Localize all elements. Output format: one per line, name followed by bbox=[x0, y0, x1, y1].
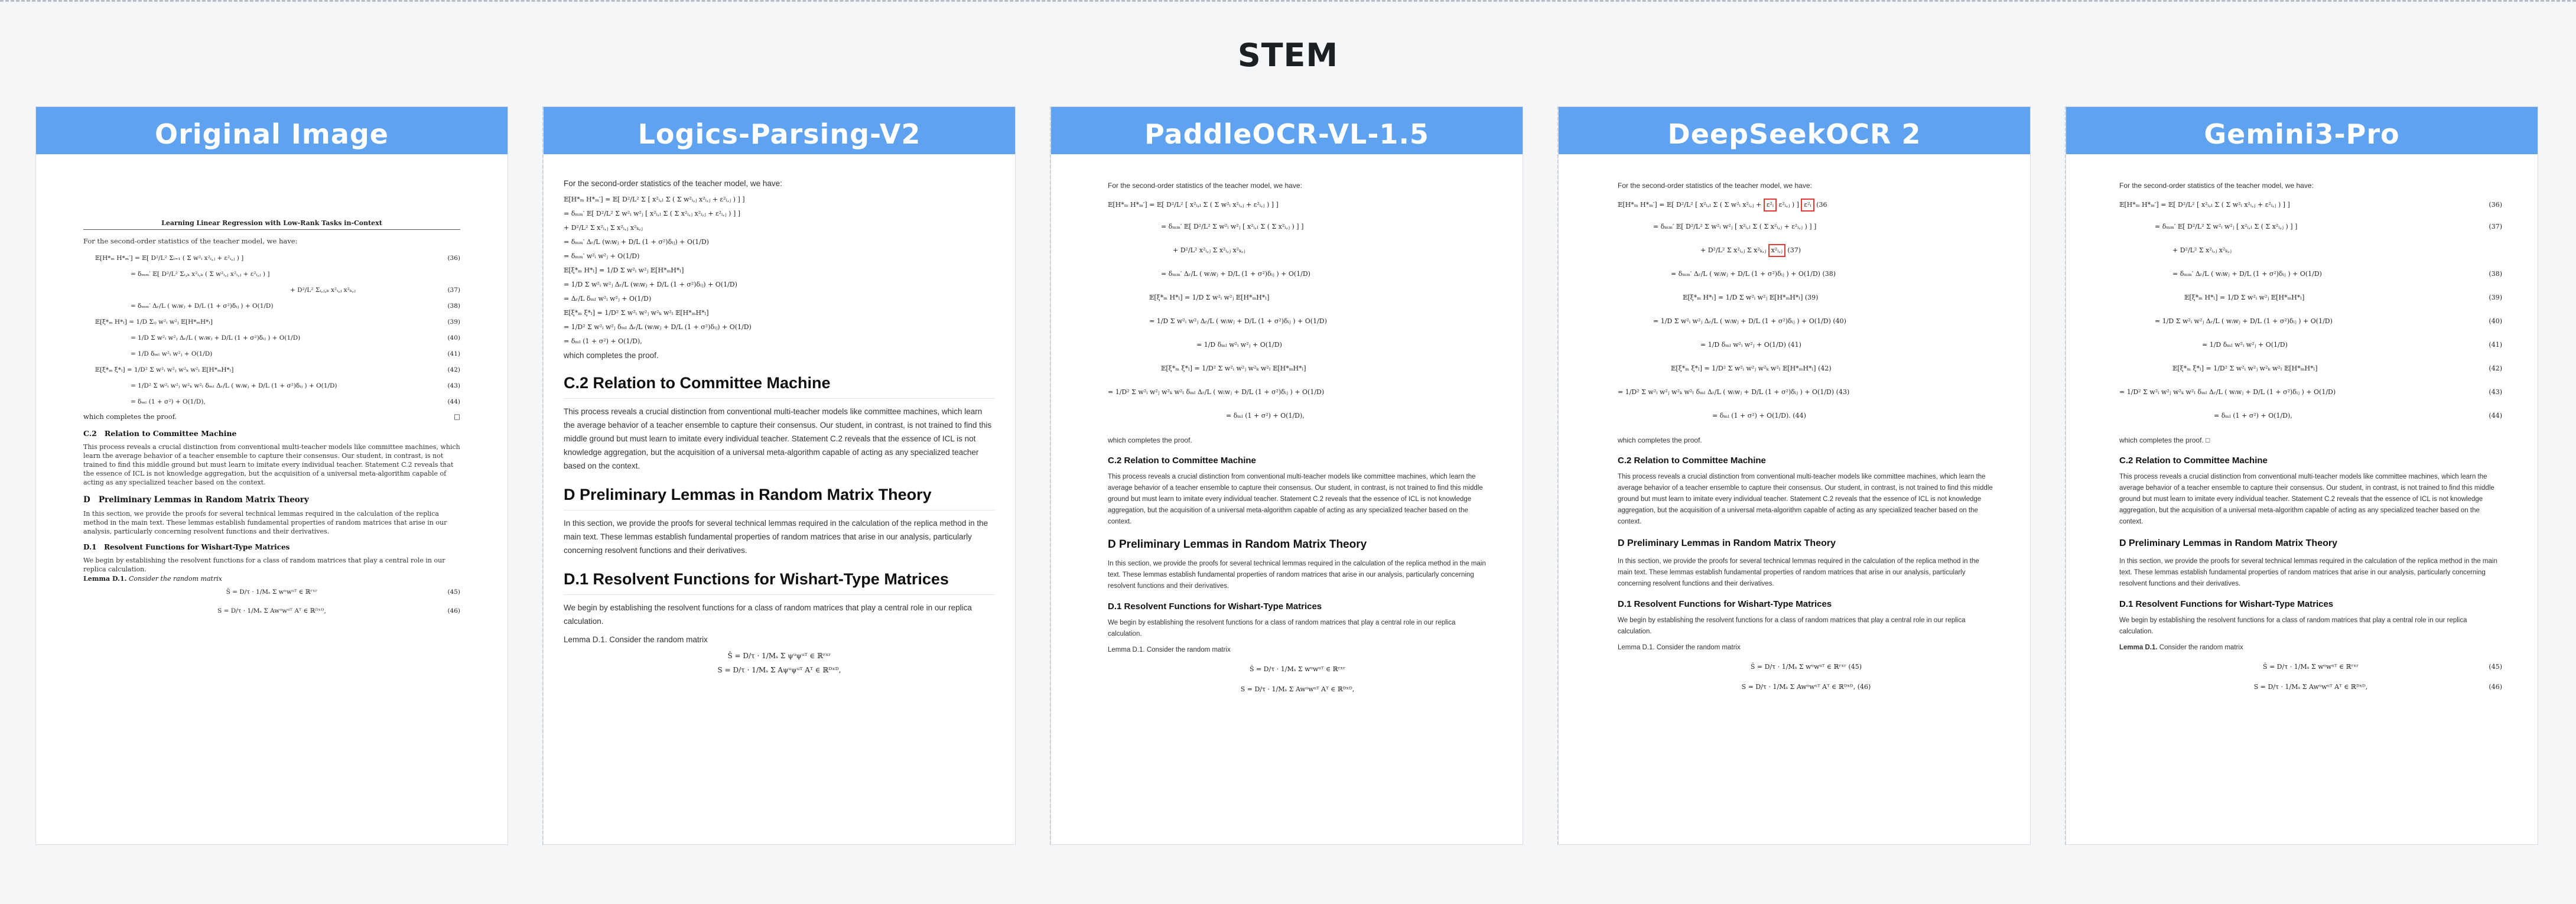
eq-line: 𝔼[ξ*ₘ ξ*ₗ] = 1/D² Σ w²ᵢ w²ⱼ w²ₖ w²ₗ 𝔼[H*ₘH*ₗ] (42) bbox=[2172, 365, 2502, 372]
paragraph-d1: We begin by establishing the resolvent functions for a class of random matrices that play a central role in our replica calculation. bbox=[564, 603, 972, 626]
intro-text: For the second-order statistics of the teacher model, we have: bbox=[83, 237, 298, 245]
section-heading-c2: C.2 Relation to Committee Machine bbox=[1618, 456, 1766, 466]
paragraph-c2: This process reveals a crucial distinction from conventional multi-teacher models like committee machines, which learn the average behavior of a teacher ensemble to capture their consensus. Our student, in contrast, is not trained to find this middle ground but must learn to imitate every individual teacher. Statement C.2 reveals that the essence of ICL is not knowledge aggregation, but the acquisition of a universal meta-algorithm capable of acting as any specialized teacher based on the context. bbox=[2119, 473, 2494, 525]
eq-line: + D²/L² Σᵢ,ⱼ,ₖ x²ᵢ,ⱼ x²ₖ,ⱼ (37) bbox=[290, 287, 460, 294]
section-heading-d: D Preliminary Lemmas in Random Matrix Theory bbox=[1618, 538, 1836, 548]
proof-end: which completes the proof. □ bbox=[83, 412, 460, 421]
eq-line: = δₘₘ′ 𝔼[ D²/L² Σ w²ᵢ w²ⱼ [ x²ᵢ,ₗ Σ ( Σ x²ᵢ,ⱼ ) ] ] bbox=[1161, 223, 1304, 230]
deepseekocr-document bbox=[1559, 154, 2030, 844]
section-heading-d: D Preliminary Lemmas in Random Matrix Theory bbox=[2119, 538, 2337, 548]
panel-header: Gemini3-Pro bbox=[2066, 107, 2538, 154]
eq-line: 𝔼[ξ*ₘ H*ₗ] = 1/D Σᵢⱼ w²ᵢ w²ⱼ 𝔼[H*ₘH*ₗ] (39) bbox=[95, 318, 460, 326]
header-rule bbox=[83, 229, 460, 230]
eq-line: = 1/D Σ w²ᵢ w²ⱼ Δᵣ/L (wᵢwⱼ + D/L (1 + σ²)δᵢⱼ) + O(1/D) bbox=[564, 281, 737, 288]
paragraph-d1: We begin by establishing the resolvent functions for a class of random matrices that play a central role in our replica calculation. bbox=[83, 557, 445, 573]
eq-line: = δₘₗ (1 + σ²) + O(1/D), (44) bbox=[131, 398, 460, 405]
eq-line: = δₘₘ′ Δᵣ/L ( wᵢwⱼ + D/L (1 + σ²)δᵢⱼ ) + O(1/D) bbox=[1161, 270, 1310, 278]
eq-line: 𝔼[ξ*ₘ ξ*ₗ] = 1/D² Σ w²ᵢ w²ⱼ w²ₖ w²ₗ 𝔼[H*ₘH*ₗ] bbox=[1161, 365, 1306, 372]
equation-block bbox=[83, 251, 460, 410]
eq-line: = δₘₗ (1 + σ²) + O(1/D), bbox=[564, 337, 642, 345]
eq-line: = δₘₘ′ Δᵣ/L ( wᵢwⱼ + D/L (1 + σ²)δᵢⱼ ) + O(1/D) (38) bbox=[1671, 270, 1836, 278]
eq-line: = δₘₗ (1 + σ²) + O(1/D). (44) bbox=[1712, 412, 1806, 420]
eq-line: = 1/D Σ w²ᵢ w²ⱼ Δᵣ/L ( wᵢwⱼ + D/L (1 + σ²)δᵢⱼ ) + O(1/D) (40) bbox=[2155, 317, 2502, 325]
eq-line: = δₘₘ′ w²ᵢ w²ⱼ + O(1/D) bbox=[564, 252, 640, 260]
section-heading-c2: C.2 Relation to Committee Machine bbox=[1108, 456, 1256, 466]
eq-line: 𝔼[H*ₘ H*ₘ′] = 𝔼[ D²/L² Σ [ x²ᵢ,ₗ Σ ( Σ w²ᵢ,ⱼ x²ᵢ,ⱼ + ε²ᵢ,ⱼ ) ] ] bbox=[564, 196, 745, 203]
eq-line: = 1/D² Σ w²ᵢ w²ⱼ w²ₖ w²ₗ δₘₗ Δᵣ/L ( wᵢwⱼ + D/L (1 + σ²)δᵢⱼ ) + O(1/D) (43) bbox=[131, 382, 460, 389]
paragraph-c2: This process reveals a crucial distinction from conventional multi-teacher models like committee machines, which learn the average behavior of a teacher ensemble to capture their consensus. Our student, in contrast, is not trained to find this middle ground but must learn to imitate every individual teacher. Statement C.2 reveals that the essence of ICL is not knowledge aggregation, but the acquisition of a universal meta-algorithm capable of acting as any specialized teacher based on the context. bbox=[83, 443, 460, 486]
paragraph-d: In this section, we provide the proofs for several technical lemmas required in the calculation of the replica method in the main text. These lemmas establish fundamental properties of random matrices that arise in our analysis, particularly concerning resolvent functions and their derivatives. bbox=[1108, 560, 1486, 590]
gemini-document bbox=[2066, 154, 2538, 844]
panel-header: PaddleOCR-VL-1.5 bbox=[1051, 107, 1523, 154]
eq-line: 𝔼[H*ₘ H*ₘ′] = 𝔼[ D²/L² [ x²ᵢ,ₗ Σ ( Σ w²ᵢ x²ᵢ,ⱼ + ε²ᵢ,ⱼ ) ] ] (36) bbox=[2119, 201, 2502, 209]
eq-line: = 1/D² Σ w²ᵢ w²ⱼ δₘₗ Δᵣ/L (wᵢwⱼ + D/L (1 + σ²)δᵢⱼ) + O(1/D) bbox=[564, 323, 752, 331]
lemma-equation: Ŝ = D/τ · 1/Mₛ Σ wᵘwᵘᵀ ∈ ℝʳˣʳ bbox=[1249, 665, 1346, 673]
eq-line: + D²/L² Σ x²ᵢ,ⱼ Σ x²ᵢ,ⱼ x²ₖ,ⱼ bbox=[564, 224, 643, 232]
proof-end: which completes the proof. bbox=[1618, 436, 1702, 444]
intro-text: For the second-order statistics of the teacher model, we have: bbox=[564, 179, 782, 188]
eq-line: + D²/L² x²ᵢ,ⱼ Σ x²ᵢ,ⱼ x²ₖ,ⱼ bbox=[1173, 246, 1245, 254]
eq-line: 𝔼[ξ*ₘ ξ*ₗ] = 1/D² Σ w²ᵢ w²ⱼ w²ₖ w²ₗ 𝔼[H*ₘH*ₗ] bbox=[564, 309, 709, 317]
intro-text: For the second-order statistics of the teacher model, we have: bbox=[1108, 181, 1302, 190]
eq-line: = δₘₘ′ 𝔼[ D²/L² Σ w²ᵢ w²ⱼ [ x²ᵢ,ₗ Σ ( Σ x²ᵢ,ⱼ + ε²ᵢ,ⱼ ) ] ] bbox=[1653, 223, 1817, 230]
panel-header: Original Image bbox=[36, 107, 508, 154]
equation-block bbox=[564, 193, 995, 349]
proof-end: which completes the proof. bbox=[1108, 436, 1192, 444]
eq-line: 𝔼[ξ*ₘ H*ₗ] = 1/D Σ w²ᵢ w²ⱼ 𝔼[H*ₘH*ₗ] (39) bbox=[2184, 294, 2502, 301]
eq-line: = δₘₘ′ 𝔼[ D²/L² Σ w²ᵢ w²ⱼ [ x²ᵢ,ₗ Σ ( Σ x²ᵢ,ⱼ x²ᵢ,ⱼ + ε²ᵢ,ⱼ ) ] ] bbox=[564, 210, 741, 217]
eq-line: 𝔼[ξ*ₘ H*ₗ] = 1/D Σ w²ᵢ w²ⱼ 𝔼[H*ₘH*ₗ] (39) bbox=[1683, 294, 1819, 301]
paragraph-d: In this section, we provide the proofs for several technical lemmas required in the calculation of the replica method in the main text. These lemmas establish fundamental properties of random matrices that arise in our analysis, particularly concerning resolvent functions and their derivatives. bbox=[564, 519, 988, 555]
eq-line: = δₘₘ′ Δᵣ/L ( wᵢwⱼ + D/L (1 + σ²)δᵢⱼ ) + O(1/D) (38) bbox=[2172, 270, 2502, 278]
lemma-equation: S = D/τ · 1/Mₛ Σ Awᵘwᵘᵀ Aᵀ ∈ ℝᴰˣᴰ, bbox=[1240, 685, 1355, 693]
lemma-statement: Lemma D.1. Consider the random matrix bbox=[2119, 644, 2243, 651]
section-heading-d1: D.1 Resolvent Functions for Wishart-Type Matrices bbox=[1108, 601, 1322, 612]
original-document bbox=[36, 154, 508, 844]
panel-gemini bbox=[2066, 106, 2538, 845]
lemma-statement: Lemma D.1. Consider the random matrix bbox=[83, 575, 222, 583]
eq-line: = δₘₘ′ 𝔼[ D²/L² Σ w²ᵢ w²ⱼ [ x²ᵢ,ₗ Σ ( Σ x²ᵢ,ⱼ ) ] ] (37) bbox=[2155, 223, 2502, 230]
paragraph-c2: This process reveals a crucial distinction from conventional multi-teacher models like committee machines, which learn the average behavior of a teacher ensemble to capture their consensus. Our student, in contrast, is not trained to find this middle ground but must learn to imitate every individual teacher. Statement C.2 reveals that the essence of ICL is not knowledge aggregation, but the acquisition of a universal meta-algorithm capable of acting as any specialized teacher based on the context. bbox=[1108, 473, 1483, 525]
eq-line: = 1/D Σ w²ᵢ w²ⱼ Δᵣ/L ( wᵢwⱼ + D/L (1 + σ²)δᵢⱼ ) + O(1/D) (40) bbox=[1653, 317, 1846, 325]
running-title: Learning Linear Regression with Low-Rank Tasks in-Context bbox=[161, 219, 382, 227]
section-heading-c2: C.2 Relation to Committee Machine bbox=[83, 429, 237, 438]
eq-line: = Δᵣ/L δₘₗ w²ᵢ w²ⱼ + O(1/D) bbox=[564, 295, 652, 303]
lemma-equation: S = D/τ · 1/Mₛ Σ Aψᵘψᵘᵀ Aᵀ ∈ ℝᴰˣᴰ, bbox=[717, 666, 841, 674]
eq-line: = δₘₘ′ Δᵣ/L (wᵢwⱼ + D/L (1 + σ²)δᵢⱼ) + O(1/D) bbox=[564, 238, 709, 246]
lemma-equation: Ŝ = D/τ · 1/Mₛ Σ ψᵘψᵘᵀ ∈ ℝʳˣʳ bbox=[727, 652, 831, 660]
lemma-statement: Lemma D.1. Consider the random matrix bbox=[1108, 646, 1231, 653]
top-dashed-rule bbox=[0, 0, 2576, 2]
intro-text: For the second-order statistics of the teacher model, we have: bbox=[1618, 181, 1812, 190]
eq-line: = 1/D² Σ w²ᵢ w²ⱼ w²ₖ w²ₗ δₘₗ Δᵣ/L ( wᵢwⱼ + D/L (1 + σ²)δᵢⱼ ) + O(1/D) (43) bbox=[2119, 388, 2502, 396]
equation-block bbox=[1618, 195, 1995, 428]
panel-deepseekocr bbox=[1558, 106, 2031, 845]
panel-logics-parsing bbox=[543, 106, 1016, 845]
error-highlight-box: x²ᵢ,ⱼ bbox=[1768, 244, 1785, 257]
proof-end: which completes the proof. bbox=[564, 351, 659, 360]
equation-block bbox=[2119, 195, 2502, 428]
lemma-statement: Lemma D.1. Consider the random matrix bbox=[564, 635, 708, 644]
eq-line: 𝔼[ξ*ₘ H*ₗ] = 1/D Σ w²ᵢ w²ⱼ 𝔼[H*ₘH*ₗ] bbox=[1149, 294, 1270, 301]
panel-original-image bbox=[35, 106, 508, 845]
section-heading-c2: C.2 Relation to Committee Machine bbox=[2119, 456, 2268, 466]
eq-line: 𝔼[ξ*ₘ ξ*ₗ] = 1/D² Σ w²ᵢ w²ⱼ w²ₖ w²ₗ 𝔼[H*ₘH*ₗ] (42) bbox=[95, 366, 460, 373]
paragraph-d: In this section, we provide the proofs for several technical lemmas required in the calculation of the replica method in the main text. These lemmas establish fundamental properties of random matrices that arise in our analysis, particularly concerning resolvent functions and their derivatives. bbox=[2119, 558, 2497, 587]
eq-line: = 1/D² Σ w²ᵢ w²ⱼ w²ₖ w²ₗ δₘₗ Δᵣ/L ( wᵢwⱼ + D/L (1 + σ²)δᵢⱼ ) + O(1/D) bbox=[1108, 388, 1325, 396]
paragraph-d1: We begin by establishing the resolvent functions for a class of random matrices that play a central role in our replica calculation. bbox=[1108, 619, 1456, 638]
eq-line: = δₘₘ′ 𝔼[ D²/L² Σᵢ,ₖ x²ᵢ,ₖ ( Σ w²ᵢ,ⱼ x²ᵢ,ⱼ + ε²ᵢ,ⱼ ) ] bbox=[131, 271, 270, 278]
eq-line: 𝔼[ξ*ₘ ξ*ₗ] = 1/D² Σ w²ᵢ w²ⱼ w²ₖ w²ₗ 𝔼[H*ₘH*ₗ] (42) bbox=[1671, 365, 1832, 372]
eq-line: 𝔼[H*ₘ H*ₘ′] = 𝔼[ D²/L² Σᵢ₌₁ ( Σ w²ᵢ x²ᵢ,ⱼ + ε²ᵢ,ⱼ ) ] (36) bbox=[95, 255, 460, 262]
section-heading-d: D Preliminary Lemmas in Random Matrix Theory bbox=[1108, 538, 1367, 551]
panel-header: Logics-Parsing-V2 bbox=[544, 107, 1015, 154]
eq-line: 𝔼[ξ*ₘ H*ₗ] = 1/D Σ w²ᵢ w²ⱼ 𝔼[H*ₘH*ₗ] bbox=[564, 266, 684, 274]
intro-text: For the second-order statistics of the teacher model, we have: bbox=[2119, 181, 2314, 190]
paragraph-d: In this section, we provide the proofs for several technical lemmas required in the calculation of the replica method in the main text. These lemmas establish fundamental properties of random matrices that arise in our analysis, particularly concerning resolvent functions and their derivatives. bbox=[1618, 558, 1979, 587]
equation-block bbox=[1108, 195, 1487, 428]
eq-line: = 1/D δₘₗ w²ᵢ w²ⱼ + O(1/D) bbox=[1196, 341, 1282, 349]
lemma-equation: Ŝ = D/τ · 1/Mₛ Σ wᵘwᵘᵀ ∈ ℝʳˣʳ (45) bbox=[1750, 663, 1862, 671]
eq-line: = 1/D δₘₗ w²ᵢ w²ⱼ + O(1/D) (41) bbox=[1700, 341, 1801, 349]
paragraph-d1: We begin by establishing the resolvent functions for a class of random matrices that play a central role in our replica calculation. bbox=[2119, 617, 2467, 635]
qed-symbol: □ bbox=[2206, 436, 2210, 444]
paragraph-d: In this section, we provide the proofs for several technical lemmas required in the calculation of the replica method in the main text. These lemmas establish fundamental properties of random matrices that arise in our analysis, particularly concerning resolvent functions and their derivatives. bbox=[83, 510, 447, 535]
section-heading-d1: D.1 Resolvent Functions for Wishart-Type Matrices bbox=[83, 543, 290, 551]
section-heading-d1: D.1 Resolvent Functions for Wishart-Type Matrices bbox=[1618, 599, 1832, 609]
panel-header: DeepSeekOCR 2 bbox=[1559, 107, 2030, 154]
lemma-equation: S = D/τ · 1/Mₛ Σ Awᵘwᵘᵀ Aᵀ ∈ ℝᴰˣᴰ, (46) bbox=[2253, 683, 2502, 691]
eq-line: = δₘₘ′ Δᵣ/L ( wᵢwⱼ + D/L (1 + σ²)δᵢⱼ ) + O(1/D) (38) bbox=[131, 303, 460, 310]
lemma-statement: Lemma D.1. Consider the random matrix bbox=[1618, 644, 1741, 651]
lemma-equation: S = D/τ · 1/Mₛ Σ Awᵘwᵘᵀ Aᵀ ∈ ℝᴰˣᴰ, (46) bbox=[217, 607, 460, 614]
paragraph-d1: We begin by establishing the resolvent functions for a class of random matrices that play a central role in our replica calculation. bbox=[1618, 617, 1966, 635]
paragraph-c2: This process reveals a crucial distinction from conventional multi-teacher models like committee machines, which learn the average behavior of a teacher ensemble to capture their consensus. Our student, in contrast, is not trained to find this middle ground but must learn to imitate every individual teacher. Statement C.2 reveals that the essence of ICL is not knowledge aggregation, but the acquisition of a universal meta-algorithm capable of acting as any specialized teacher based on the context. bbox=[1618, 473, 1993, 525]
eq-line: + D²/L² Σ x²ᵢ,ⱼ x²ₖ,ⱼ bbox=[2172, 246, 2232, 254]
panel-paddleocr bbox=[1050, 106, 1523, 845]
eq-line: = 1/D δₘₗ w²ᵢ w²ⱼ + O(1/D) (41) bbox=[131, 350, 460, 357]
eq-line: 𝔼[H*ₘ H*ₘ′] = 𝔼[ D²/L² [ x²ᵢ,ₗ Σ ( Σ w²ᵢ x²ᵢ,ⱼ + ε²ᵢ,ⱼ ) ] ] bbox=[1108, 201, 1279, 209]
section-heading-d1: D.1 Resolvent Functions for Wishart-Type Matrices bbox=[2119, 599, 2334, 609]
error-highlight-box: ε²ᵢ bbox=[1801, 199, 1814, 212]
eq-line: = δₘₗ (1 + σ²) + O(1/D), (44) bbox=[2214, 412, 2502, 420]
eq-line: = 1/D Σ w²ᵢ w²ⱼ Δᵣ/L ( wᵢwⱼ + D/L (1 + σ²)δᵢⱼ ) + O(1/D) (40) bbox=[131, 334, 460, 342]
eq-line: = 1/D Σ w²ᵢ w²ⱼ Δᵣ/L ( wᵢwⱼ + D/L (1 + σ²)δᵢⱼ ) + O(1/D) bbox=[1149, 317, 1327, 325]
proof-end: which completes the proof. □ bbox=[2119, 436, 2210, 444]
logics-document bbox=[544, 154, 1015, 844]
lemma-equation: Ŝ = D/τ · 1/Mₛ Σ wᵘwᵘᵀ ∈ ℝʳˣʳ (45) bbox=[2262, 663, 2502, 671]
lemma-equation: S = D/τ · 1/Mₛ Σ Awᵘwᵘᵀ Aᵀ ∈ ℝᴰˣᴰ, (46) bbox=[1741, 683, 1871, 691]
paddleocr-document bbox=[1051, 154, 1523, 844]
page-title: STEM bbox=[1237, 37, 1339, 74]
error-highlight-box: ε²ᵢ bbox=[1764, 199, 1777, 212]
section-heading-d: D Preliminary Lemmas in Random Matrix Theory bbox=[83, 495, 309, 505]
eq-line: = δₘₗ (1 + σ²) + O(1/D), bbox=[1226, 412, 1305, 420]
eq-line: = 1/D δₘₗ w²ᵢ w²ⱼ + O(1/D) (41) bbox=[2202, 341, 2502, 349]
eq-line: = 1/D² Σ w²ᵢ w²ⱼ w²ₖ w²ₗ δₘₗ Δᵣ/L ( wᵢwⱼ + D/L (1 + σ²)δᵢⱼ ) + O(1/D) (43) bbox=[1618, 388, 1850, 396]
eq-line: + D²/L² Σ x²ᵢ,ⱼ Σ x²ₖ,ⱼ x²ᵢ,ⱼ (37) bbox=[1618, 239, 1995, 262]
section-heading-d1: D.1 Resolvent Functions for Wishart-Type Matrices bbox=[564, 570, 995, 595]
section-heading-d: D Preliminary Lemmas in Random Matrix Theory bbox=[564, 486, 995, 510]
lemma-equation: Ŝ = D/τ · 1/Mₛ Σ wᵘwᵘᵀ ∈ ℝʳˣʳ (45) bbox=[226, 588, 460, 596]
qed-symbol: □ bbox=[454, 412, 460, 421]
eq-line: 𝔼[H*ₘ H*ₘ′] = 𝔼[ D²/L² [ x²ᵢ,ₗ Σ ( Σ w²ᵢ x²ᵢ,ⱼ + ε²ᵢ ε²ᵢ,ⱼ ) ] ε²ᵢ (36 bbox=[1618, 195, 1995, 215]
section-heading-c2: C.2 Relation to Committee Machine bbox=[564, 374, 995, 399]
paragraph-c2: This process reveals a crucial distinction from conventional multi-teacher models like committee machines, which learn the average behavior of a teacher ensemble to capture their consensus. Our student, in contrast, is not trained to find this middle ground but must learn to imitate every individual teacher. Statement C.2 reveals that the essence of ICL is not knowledge aggregation, but the acquisition of a universal meta-algorithm capable of acting as any specialized teacher based on the context. bbox=[564, 407, 992, 470]
